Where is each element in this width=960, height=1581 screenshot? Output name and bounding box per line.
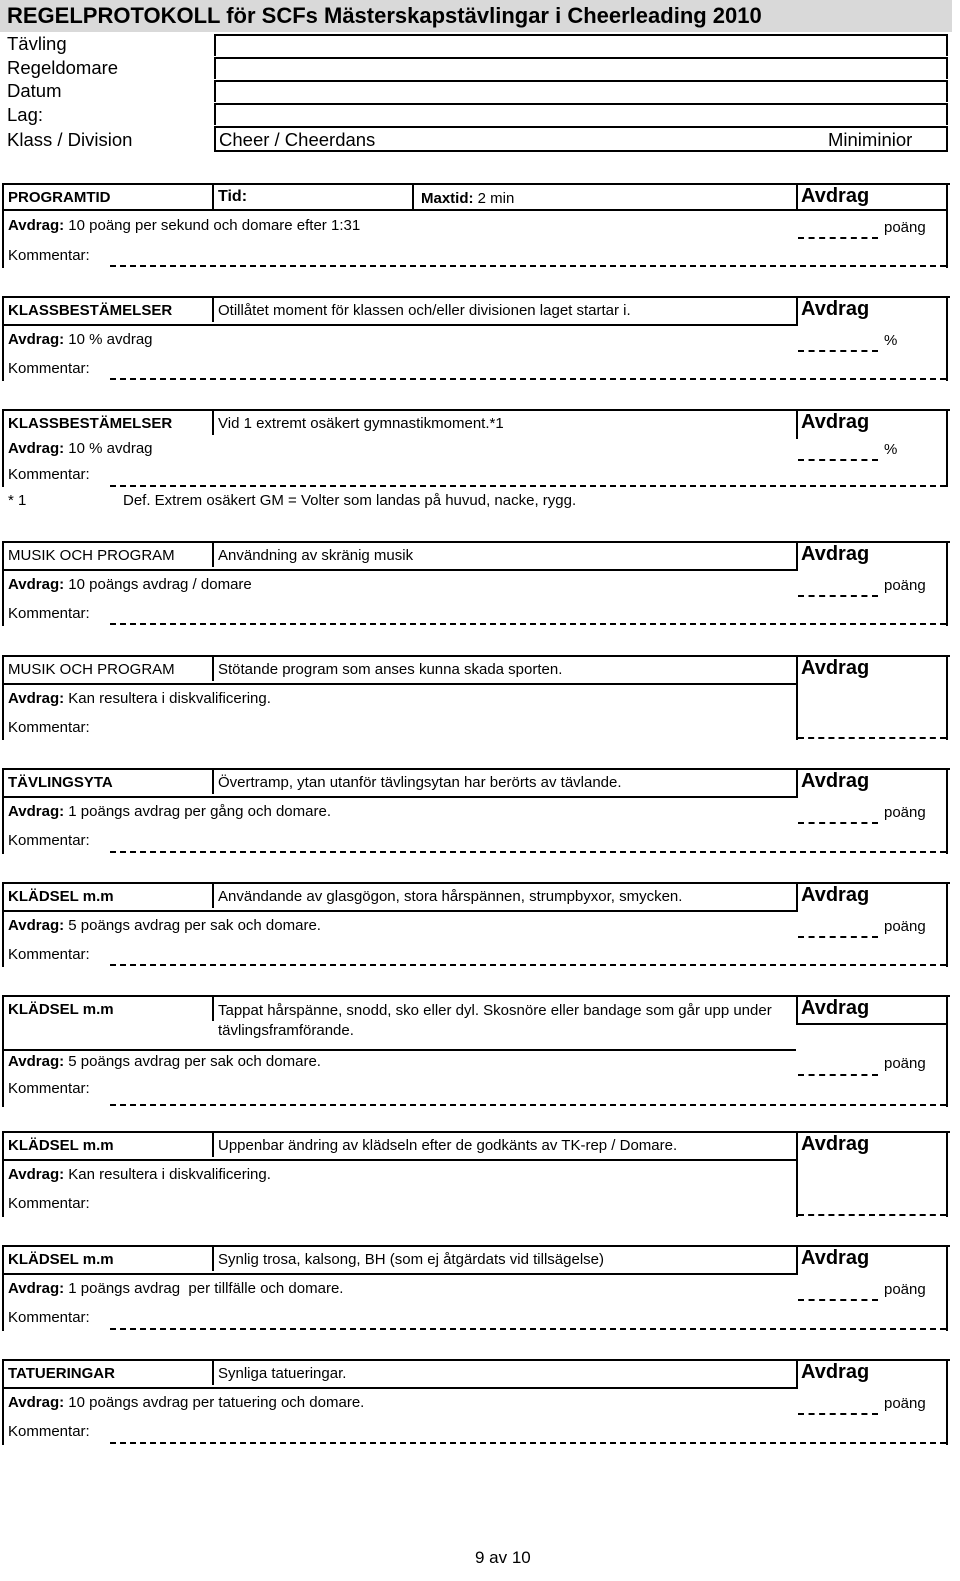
comment-field[interactable] (110, 1442, 946, 1444)
section-kladsel-2 (0, 995, 960, 1107)
field-label-datum: Datum (7, 80, 62, 101)
comment-label: Kommentar: (8, 605, 90, 622)
field-input-lag[interactable] (214, 103, 948, 125)
avdrag-header: Avdrag (801, 298, 870, 320)
comment-label: Kommentar: (8, 1309, 90, 1326)
section-category: KLÄDSEL m.m (8, 888, 114, 905)
section-description: Synlig trosa, kalsong, BH (som ej åtgärdats vid tillsägelse) (218, 1251, 605, 1268)
comment-label: Kommentar: (8, 1195, 90, 1212)
section-tatueringar (0, 1359, 960, 1445)
section-kladsel-1 (0, 882, 960, 967)
section-description: Uppenbar ändring av klädseln efter de godkänts av TK-rep / Domare. (218, 1137, 678, 1154)
avdrag-header: Avdrag (801, 1133, 870, 1155)
section-description: Vid 1 extremt osäkert gymnastikmoment.*1 (218, 415, 504, 432)
unit-label: poäng (884, 1281, 926, 1298)
section-programtid (0, 183, 960, 268)
footnote-text: Def. Extrem osäkert GM = Volter som landas på huvud, nacke, rygg. (123, 492, 577, 509)
section-category: KLÄDSEL m.m (8, 1001, 114, 1018)
unit-label: % (884, 441, 898, 458)
avdrag-header: Avdrag (801, 1361, 870, 1383)
section-category: TATUERINGAR (8, 1365, 115, 1382)
section-klassbestamelser-2 (0, 409, 960, 519)
section-category: KLASSBESTÄMELSER (8, 415, 173, 432)
avdrag-value-field[interactable] (798, 237, 878, 239)
page-number: 9 av 10 (475, 1548, 531, 1567)
comment-label: Kommentar: (8, 832, 90, 849)
comment-field[interactable] (110, 1104, 946, 1106)
avdrag-header: Avdrag (801, 543, 870, 565)
avdrag-value-field[interactable] (798, 936, 878, 938)
page-title: REGELPROTOKOLL för SCFs Mästerskapstävlingar i Cheerleading 2010 (7, 3, 762, 28)
avdrag-header: Avdrag (801, 770, 870, 792)
rule-text: Avdrag: 1 poängs avdrag per gång och domare. (8, 803, 331, 820)
section-description: Synliga tatueringar. (218, 1365, 347, 1382)
avdrag-value-field[interactable] (798, 1413, 878, 1415)
section-description: Användning av skränig musik (218, 547, 414, 564)
maxtid: Maxtid: 2 min (421, 190, 515, 207)
avdrag-value-field[interactable] (798, 1074, 878, 1076)
rule-text: Avdrag: Kan resultera i diskvalificering. (8, 1166, 271, 1183)
field-label-lag: Lag: (7, 104, 44, 125)
rule-text: Avdrag: 10 % avdrag (8, 440, 153, 457)
comment-label: Kommentar: (8, 247, 90, 264)
section-category: KLÄDSEL m.m (8, 1137, 114, 1154)
avdrag-value-field[interactable] (798, 822, 878, 824)
tid-label: Tid: (218, 188, 248, 205)
avdrag-value-field[interactable] (798, 459, 878, 461)
avdrag-header: Avdrag (801, 997, 870, 1019)
section-klassbestamelser-1 (0, 296, 960, 381)
unit-label: poäng (884, 804, 926, 821)
section-description: Otillåtet moment för klassen och/eller divisionen laget startar i. (218, 302, 631, 319)
section-category: PROGRAMTID (8, 189, 111, 206)
division-value: Miniminior (828, 129, 913, 150)
avdrag-value-field[interactable] (798, 1214, 946, 1216)
comment-label: Kommentar: (8, 1423, 90, 1440)
avdrag-value-field[interactable] (798, 1299, 878, 1301)
comment-label: Kommentar: (8, 360, 90, 377)
avdrag-header: Avdrag (801, 185, 870, 207)
section-category: MUSIK OCH PROGRAM (8, 661, 175, 678)
unit-label: % (884, 332, 898, 349)
section-kladsel-4 (0, 1245, 960, 1331)
avdrag-header: Avdrag (801, 411, 870, 433)
avdrag-header: Avdrag (801, 657, 870, 679)
field-input-datum[interactable] (214, 80, 948, 102)
comment-field[interactable] (110, 1328, 946, 1330)
comment-field[interactable] (110, 623, 946, 625)
comment-field[interactable] (110, 851, 946, 853)
rule-text: Avdrag: 10 % avdrag (8, 331, 153, 348)
rule-text: Avdrag: 10 poängs avdrag / domare (8, 576, 252, 593)
field-label-tavling: Tävling (7, 33, 67, 54)
unit-label: poäng (884, 1055, 926, 1072)
comment-label: Kommentar: (8, 946, 90, 963)
rule-text: Avdrag: 5 poängs avdrag per sak och domare. (8, 917, 321, 934)
comment-field[interactable] (110, 485, 946, 487)
footnote-mark: * 1 (8, 492, 27, 509)
field-label-regeldomare: Regeldomare (7, 57, 119, 78)
rule-text: Avdrag: 1 poängs avdrag per tillfälle och domare. (8, 1280, 344, 1297)
rule-text: Avdrag: 10 poängs avdrag per tatuering och domare. (8, 1394, 365, 1411)
section-description: Övertramp, ytan utanför tävlingsytan har berörts av tävlande. (218, 774, 622, 791)
rule-text: Avdrag: 5 poängs avdrag per sak och domare. (8, 1053, 321, 1070)
comment-field[interactable] (110, 964, 946, 966)
section-category: TÄVLINGSYTA (8, 774, 113, 791)
section-tavlingsyta (0, 768, 960, 854)
field-input-regeldomare[interactable] (214, 57, 948, 79)
section-description: Användande av glasgögon, stora hårspännen, strumpbyxor, smycken. (218, 888, 683, 905)
unit-label: poäng (884, 219, 926, 236)
section-description: Tappat hårspänne, snodd, sko eller dyl. Skosnöre eller bandage som går upp under tävlingsframförande. (218, 1002, 772, 1039)
avdrag-value-field[interactable] (798, 595, 878, 597)
comment-label: Kommentar: (8, 466, 90, 483)
comment-field[interactable] (110, 265, 946, 267)
section-description: Stötande program som anses kunna skada sporten. (218, 661, 563, 678)
rule-text: Avdrag: Kan resultera i diskvalificering. (8, 690, 271, 707)
field-label-klass: Klass / Division (7, 129, 133, 150)
rule-text: Avdrag: 10 poäng per sekund och domare efter 1:31 (8, 217, 361, 234)
comment-label: Kommentar: (8, 719, 90, 736)
unit-label: poäng (884, 577, 926, 594)
section-category: KLÄDSEL m.m (8, 1251, 114, 1268)
klass-value: Cheer / Cheerdans (219, 129, 376, 150)
unit-label: poäng (884, 918, 926, 935)
field-input-tavling[interactable] (214, 34, 948, 56)
unit-label: poäng (884, 1395, 926, 1412)
comment-label: Kommentar: (8, 1080, 90, 1097)
section-musik-2 (0, 655, 960, 740)
section-category: KLASSBESTÄMELSER (8, 302, 173, 319)
comment-field[interactable] (110, 378, 946, 380)
avdrag-value-field[interactable] (798, 737, 946, 739)
section-musik-1 (0, 541, 960, 626)
section-category: MUSIK OCH PROGRAM (8, 547, 175, 564)
avdrag-header: Avdrag (801, 1247, 870, 1269)
avdrag-value-field[interactable] (798, 350, 878, 352)
section-kladsel-3 (0, 1131, 960, 1217)
avdrag-header: Avdrag (801, 884, 870, 906)
